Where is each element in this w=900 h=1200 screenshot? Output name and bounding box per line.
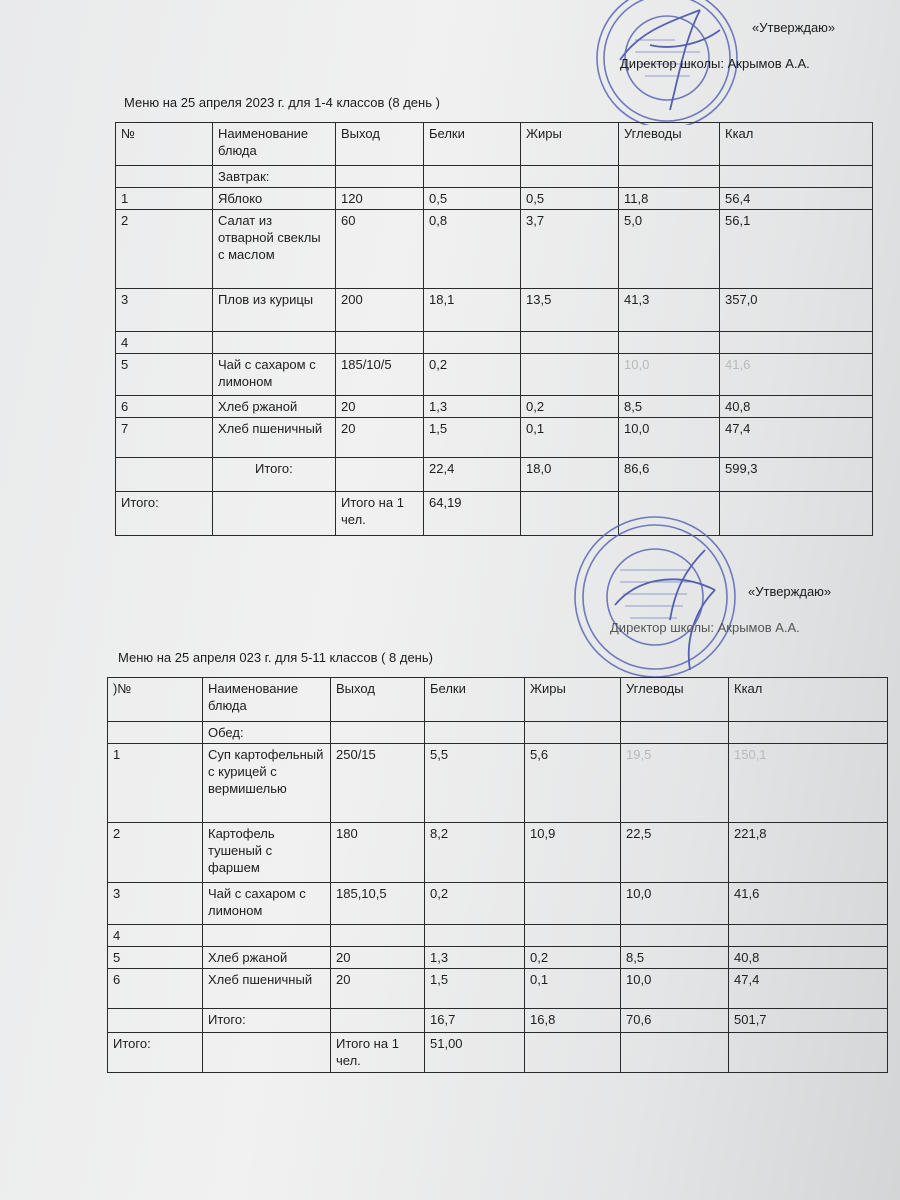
portion: 20 bbox=[336, 418, 424, 458]
carbs: 8,5 bbox=[621, 947, 729, 969]
menu-title-2: Меню на 25 апреля 023 г. для 5-11 классов ( 8 день) bbox=[118, 650, 433, 665]
portion: 185/10/5 bbox=[336, 354, 424, 396]
school-seal-stamp-2 bbox=[565, 510, 745, 685]
table-row bbox=[116, 418, 873, 458]
total-label: Итого: bbox=[108, 1033, 203, 1073]
total-row bbox=[116, 492, 873, 536]
kcal: 221,8 bbox=[729, 823, 888, 883]
header-cell: Выход bbox=[331, 678, 425, 722]
proteins: 1,5 bbox=[425, 969, 525, 1009]
director-signature-line-1: Директор школы: Акрымов А.А. bbox=[620, 56, 810, 71]
dish-name: Чай с сахаром с лимоном bbox=[213, 354, 336, 396]
row-number: 2 bbox=[108, 823, 203, 883]
proteins: 0,2 bbox=[425, 883, 525, 925]
subtotal-kcal: 599,3 bbox=[720, 458, 873, 492]
table-row bbox=[116, 332, 873, 354]
menu-table-2 bbox=[107, 677, 888, 1073]
proteins: 0,8 bbox=[424, 210, 521, 289]
dish-name bbox=[213, 332, 336, 354]
proteins: 0,5 bbox=[424, 188, 521, 210]
per-person-value: 51,00 bbox=[425, 1033, 525, 1073]
carbs: 10,0 bbox=[621, 883, 729, 925]
table-row bbox=[116, 354, 873, 396]
row-number: 4 bbox=[116, 332, 213, 354]
dish-name: Яблоко bbox=[213, 188, 336, 210]
table-row bbox=[108, 947, 888, 969]
kcal: 40,8 bbox=[729, 947, 888, 969]
kcal: 56,1 bbox=[720, 210, 873, 289]
subtotal-fats: 18,0 bbox=[521, 458, 619, 492]
header-cell: Ккал bbox=[729, 678, 888, 722]
header-cell: Углеводы bbox=[619, 123, 720, 166]
kcal: 47,4 bbox=[729, 969, 888, 1009]
kcal: 357,0 bbox=[720, 289, 873, 332]
carbs: 5,0 bbox=[619, 210, 720, 289]
fats: 0,5 bbox=[521, 188, 619, 210]
row-number: 5 bbox=[116, 354, 213, 396]
kcal: 47,4 bbox=[720, 418, 873, 458]
dish-name: Плов из курицы bbox=[213, 289, 336, 332]
total-row bbox=[108, 1033, 888, 1073]
dish-name: Хлеб ржаной bbox=[213, 396, 336, 418]
header-cell: Выход bbox=[336, 123, 424, 166]
per-person-value: 64,19 bbox=[424, 492, 521, 536]
carbs: 41,3 bbox=[619, 289, 720, 332]
proteins: 5,5 bbox=[425, 744, 525, 823]
director-signature-line-2: Директор школы: Акрымов А.А. bbox=[610, 620, 800, 635]
fats bbox=[525, 883, 621, 925]
fats: 13,5 bbox=[521, 289, 619, 332]
fats: 3,7 bbox=[521, 210, 619, 289]
table-row bbox=[108, 883, 888, 925]
approve-label-2: «Утверждаю» bbox=[748, 584, 832, 599]
row-number: 7 bbox=[116, 418, 213, 458]
per-person-label: Итого на 1 чел. bbox=[336, 492, 424, 536]
carbs: 10,0 bbox=[619, 354, 720, 396]
kcal: 41,6 bbox=[720, 354, 873, 396]
menu-table-1 bbox=[115, 122, 873, 536]
subtotal-fats: 16,8 bbox=[525, 1009, 621, 1033]
dish-name: Хлеб ржаной bbox=[203, 947, 331, 969]
portion: 20 bbox=[331, 969, 425, 1009]
proteins: 8,2 bbox=[425, 823, 525, 883]
menu-title-1: Меню на 25 апреля 2023 г. для 1-4 классов (8 день ) bbox=[124, 95, 440, 110]
header-cell: № bbox=[116, 123, 213, 166]
header-cell: Жиры bbox=[525, 678, 621, 722]
subtotal-kcal: 501,7 bbox=[729, 1009, 888, 1033]
kcal: 56,4 bbox=[720, 188, 873, 210]
portion: 120 bbox=[336, 188, 424, 210]
fats: 0,1 bbox=[525, 969, 621, 1009]
dish-name: Хлеб пшеничный bbox=[213, 418, 336, 458]
subtotal-proteins: 22,4 bbox=[424, 458, 521, 492]
row-number: 6 bbox=[116, 396, 213, 418]
carbs: 11,8 bbox=[619, 188, 720, 210]
portion: 20 bbox=[331, 947, 425, 969]
dish-name: Салат из отварной свеклы с маслом bbox=[213, 210, 336, 289]
portion: 60 bbox=[336, 210, 424, 289]
fats: 0,1 bbox=[521, 418, 619, 458]
fats: 0,2 bbox=[525, 947, 621, 969]
table-row bbox=[116, 210, 873, 289]
portion: 250/15 bbox=[331, 744, 425, 823]
header-cell: Белки bbox=[425, 678, 525, 722]
header-cell: Углеводы bbox=[621, 678, 729, 722]
table-row bbox=[116, 289, 873, 332]
table-row bbox=[108, 969, 888, 1009]
row-number: 2 bbox=[116, 210, 213, 289]
subtotal-label: Итого: bbox=[213, 458, 336, 492]
fats: 0,2 bbox=[521, 396, 619, 418]
header-cell: Наименование блюда bbox=[203, 678, 331, 722]
header-cell: Наименование блюда bbox=[213, 123, 336, 166]
dish-name: Картофель тушеный с фаршем bbox=[203, 823, 331, 883]
header-cell: )№ bbox=[108, 678, 203, 722]
kcal: 41,6 bbox=[729, 883, 888, 925]
header-cell: Белки bbox=[424, 123, 521, 166]
header-cell: Жиры bbox=[521, 123, 619, 166]
subtotal-label: Итого: bbox=[203, 1009, 331, 1033]
table-row bbox=[108, 823, 888, 883]
portion: 200 bbox=[336, 289, 424, 332]
subtotal-carbs: 86,6 bbox=[619, 458, 720, 492]
row-number: 1 bbox=[116, 188, 213, 210]
table-row bbox=[108, 744, 888, 823]
proteins: 18,1 bbox=[424, 289, 521, 332]
fats bbox=[521, 354, 619, 396]
row-number: 5 bbox=[108, 947, 203, 969]
portion: 20 bbox=[336, 396, 424, 418]
table-row bbox=[116, 396, 873, 418]
table-header-row bbox=[108, 678, 888, 722]
table-row bbox=[116, 188, 873, 210]
section-label: Завтрак: bbox=[213, 166, 336, 188]
carbs: 10,0 bbox=[619, 418, 720, 458]
dish-name: Чай с сахаром с лимоном bbox=[203, 883, 331, 925]
portion: 180 bbox=[331, 823, 425, 883]
subtotal-row bbox=[108, 1009, 888, 1033]
proteins: 1,3 bbox=[425, 947, 525, 969]
total-label: Итого: bbox=[116, 492, 213, 536]
carbs: 22,5 bbox=[621, 823, 729, 883]
row-number: 1 bbox=[108, 744, 203, 823]
kcal: 40,8 bbox=[720, 396, 873, 418]
row-number: 4 bbox=[108, 925, 203, 947]
carbs: 19,5 bbox=[621, 744, 729, 823]
section-label: Обед: bbox=[203, 722, 331, 744]
subtotal-row bbox=[116, 458, 873, 492]
row-number: 3 bbox=[116, 289, 213, 332]
proteins: 0,2 bbox=[424, 354, 521, 396]
proteins: 1,5 bbox=[424, 418, 521, 458]
dish-name: Суп картофельный с курицей с вермишелью bbox=[203, 744, 331, 823]
table-row bbox=[108, 925, 888, 947]
dish-name: Хлеб пшеничный bbox=[203, 969, 331, 1009]
section-row bbox=[116, 166, 873, 188]
row-number: 3 bbox=[108, 883, 203, 925]
subtotal-proteins: 16,7 bbox=[425, 1009, 525, 1033]
per-person-label: Итого на 1 чел. bbox=[331, 1033, 425, 1073]
carbs: 10,0 bbox=[621, 969, 729, 1009]
row-number: 6 bbox=[108, 969, 203, 1009]
kcal: 150,1 bbox=[729, 744, 888, 823]
dish-name bbox=[203, 925, 331, 947]
fats: 10,9 bbox=[525, 823, 621, 883]
subtotal-carbs: 70,6 bbox=[621, 1009, 729, 1033]
approve-label-1: «Утверждаю» bbox=[752, 20, 836, 35]
proteins: 1,3 bbox=[424, 396, 521, 418]
portion: 185,10,5 bbox=[331, 883, 425, 925]
table-header-row bbox=[116, 123, 873, 166]
carbs: 8,5 bbox=[619, 396, 720, 418]
fats: 5,6 bbox=[525, 744, 621, 823]
header-cell: Ккал bbox=[720, 123, 873, 166]
section-row bbox=[108, 722, 888, 744]
